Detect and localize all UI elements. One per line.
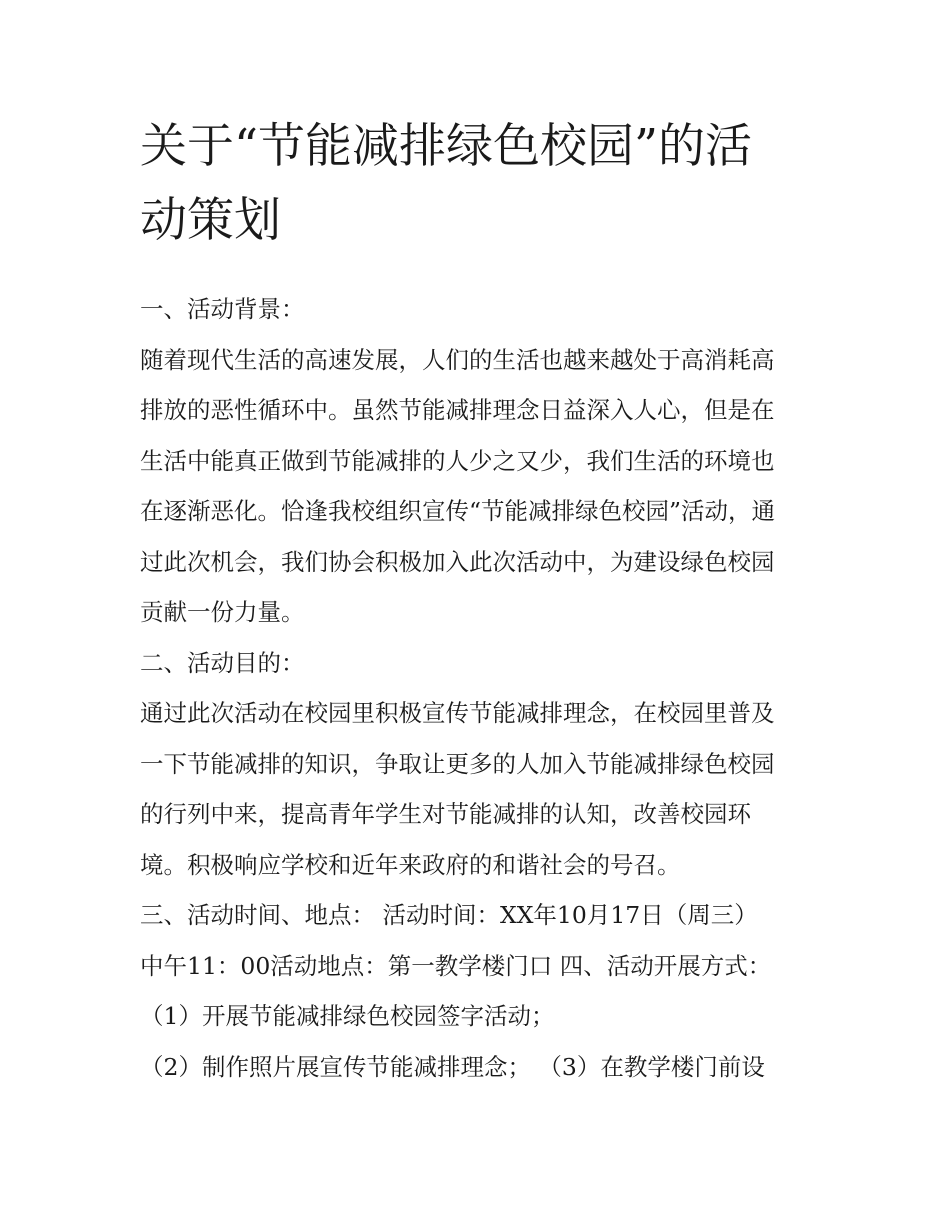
paragraph-line: 境。积极响应学校和近年来政府的和谐社会的号召。 — [140, 850, 681, 879]
paragraph-line: 一下节能减排的知识，争取让更多的人加入节能减排绿色校园 — [140, 749, 775, 778]
title-line: 关于“节能减排绿色校园”的活 — [140, 119, 753, 174]
paragraph-line: 排放的恶性循环中。虽然节能减排理念日益深入人心，但是在 — [140, 396, 775, 424]
paragraph-line: 贡献一份力量。 — [140, 598, 305, 626]
section-heading-purpose: 二、活动目的： — [140, 648, 305, 677]
section-heading-time-place: 三、活动时间、地点： 活动时间：XX年10月17日（周三） — [140, 901, 758, 929]
paragraph-line: 在逐渐恶化。恰逢我校组织宣传“节能减排绿色校园”活动，通 — [140, 497, 776, 525]
paragraph-line: 通过此次活动在校园里积极宣传节能减排理念，在校园里普及 — [140, 699, 775, 727]
paragraph-line: 过此次机会，我们协会积极加入此次活动中，为建设绿色校园 — [140, 547, 775, 576]
paragraph-line: 生活中能真正做到节能减排的人少之又少，我们生活的环境也 — [140, 446, 775, 475]
section-heading-background: 一、活动背景： — [140, 295, 305, 323]
paragraph-line: 的行列中来，提高青年学生对节能减排的认知，改善校园环 — [140, 800, 751, 828]
paragraph-line: 随着现代生活的高速发展，人们的生活也越来越处于高消耗高 — [140, 345, 775, 374]
list-item: （2）制作照片展宣传节能减排理念； （3）在教学楼门前设 — [140, 1052, 765, 1081]
list-item: （1）开展节能减排绿色校园签字活动； — [140, 1002, 555, 1030]
document-title — [140, 110, 820, 258]
document-body — [140, 284, 820, 1092]
document-page — [140, 110, 820, 1092]
paragraph-line: 中午11：00活动地点：第一教学楼门口 四、活动开展方式： — [140, 951, 772, 980]
title-line: 动策划 — [140, 193, 281, 248]
